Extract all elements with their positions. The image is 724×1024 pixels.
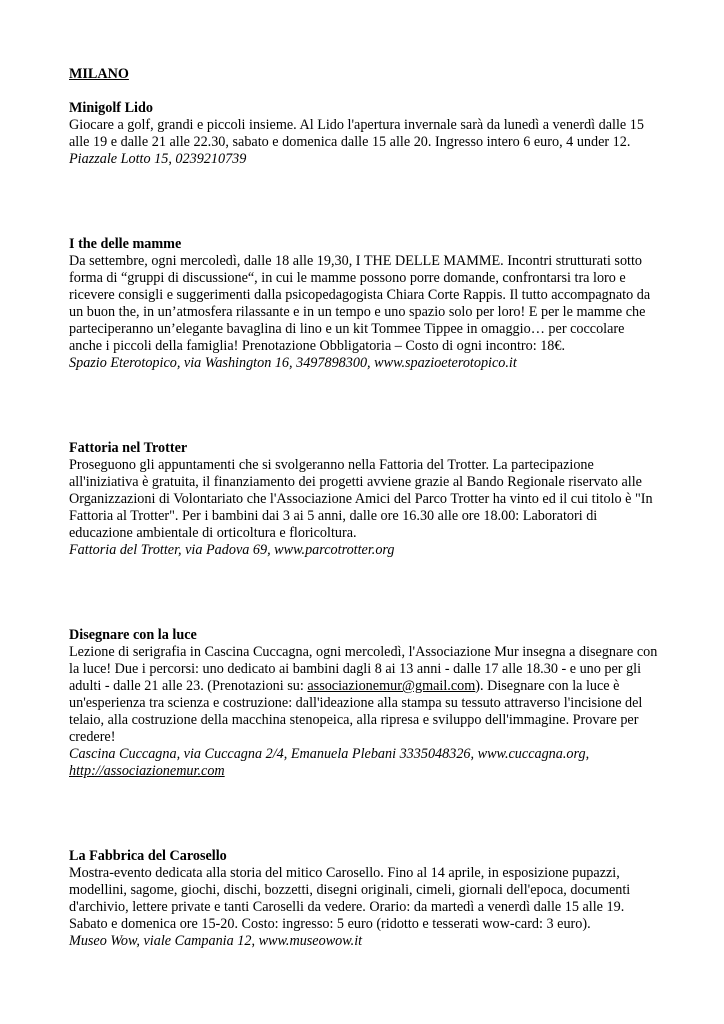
event-description-text: ). Disegnare con la luce è un'esperienza tra scienza e costruzione: dall'ideazione alla stampa su tessuto attraverso l'incisione del telaio, alla costruzione della macchina stenopeica, alla ripresa e sviluppo dell'immagine. Provare per credere! [69, 678, 643, 745]
spacer [69, 83, 659, 100]
event-title: I the delle mamme [69, 236, 182, 252]
event-title: Minigolf Lido [69, 100, 153, 116]
event-entry-fattoria [69, 440, 659, 559]
event-description-text: Lezione di serigrafia in Cascina Cuccagna, ogni mercoledì, l'Associazione Mur insegna a disegnare con la luce! Due i percorsi: uno dedicato ai bambini dagli 8 ai 13 anni - dalle 17 alle 18.30 - e uno per gli adulti - dalle 21 alle 23. (Prenotazioni su: [69, 644, 658, 694]
event-entry-carosello [69, 848, 659, 950]
event-title: La Fabbrica del Carosello [69, 848, 227, 864]
event-location-text: Cascina Cuccagna, via Cuccagna 2/4, Emanuela Plebani 3335048326, www.cuccagna.org, [69, 746, 590, 762]
spacer [69, 372, 659, 440]
spacer [69, 780, 659, 848]
event-description: Proseguono gli appuntamenti che si svolgeranno nella Fattoria del Trotter. La partecipazione all'iniziativa è gratuita, il finanziamento dei progetti avviene grazie al Bando Regionale riservato alle Organizzazioni di Volontariato che l'Associazione Amici del Parco Trotter ha vinto ed il cui titolo è "In Fattoria al Trotter". Per i bambini dai 3 ai 5 anni, dalle ore 16.30 alle ore 18.00: Laboratori di educazione ambientale di orticoltura e floricoltura. [69, 457, 653, 541]
event-location-separator: , [168, 151, 176, 167]
spacer [69, 168, 659, 236]
event-location-separator: , [251, 933, 259, 949]
email-link[interactable]: associazionemur@gmail.com [307, 678, 476, 694]
event-phone: 0239210739 [175, 151, 247, 167]
spacer [69, 559, 659, 627]
event-location [69, 933, 659, 950]
event-title: Disegnare con la luce [69, 627, 197, 643]
event-location [69, 151, 659, 168]
event-description: Da settembre, ogni mercoledì, dalle 18 alle 19,30, I THE DELLE MAMME. Incontri strutturati sotto forma di “gruppi di discussione“, in cui le mamme possono porre domande, confrontarsi tra loro e ricevere consigli e suggerimenti dalla psicopedagogista Chiara Corte Rappis. Il tutto accompagnato da un buon the, in un’atmosfera rilassante e in un tempo e uno spazio solo per loro! E per le mamme che parteciperanno un’elegante bavaglina di lino e un kit Tommee Tippee in omaggio… per coccolare anche i piccoli della famiglia! Prenotazione Obbligatoria – Costo di ogni incontro: 18€. [69, 253, 651, 354]
event-description: Giocare a golf, grandi e piccoli insieme. Al Lido l'apertura invernale sarà da lunedì a venerdì dalle 15 alle 19 e dalle 21 alle 22.30, sabato e domenica dalle 15 alle 20. Ingresso intero 6 euro, 4 under 12. [69, 117, 644, 150]
event-location [69, 746, 659, 780]
event-entry-minigolf [69, 100, 659, 168]
website-link[interactable]: http://associazionemur.com [69, 763, 225, 779]
event-address: Museo Wow, viale Campania 12 [69, 933, 252, 949]
event-description: Mostra-evento dedicata alla storia del mitico Carosello. Fino al 14 aprile, in esposizione pupazzi, modellini, sagome, giochi, dischi, bozzetti, disegni originali, cimeli, giornali dell'epoca, documenti d'archivio, lettere private e tanti Caroselli da vedere. Orario: da martedì a venerdì dalle 15 alle 19. Sabato e domenica ore 15-20. Costo: ingresso: 5 euro (ridotto e tesserati wow-card: 3 euro). [69, 865, 631, 932]
event-description [69, 644, 659, 746]
event-address: Piazzale Lotto 15 [69, 151, 169, 167]
city-heading: MILANO [69, 66, 129, 82]
event-entry-the-mamme [69, 236, 659, 372]
event-location: Fattoria del Trotter, via Padova 69, www.parcotrotter.org [69, 542, 395, 558]
event-title: Fattoria nel Trotter [69, 440, 188, 456]
event-website: www.museowow.it [258, 933, 363, 949]
document-page [69, 66, 659, 950]
event-location: Spazio Eterotopico, via Washington 16, 3497898300, www.spazioeterotopico.it [69, 355, 517, 371]
event-entry-disegnare [69, 627, 659, 780]
